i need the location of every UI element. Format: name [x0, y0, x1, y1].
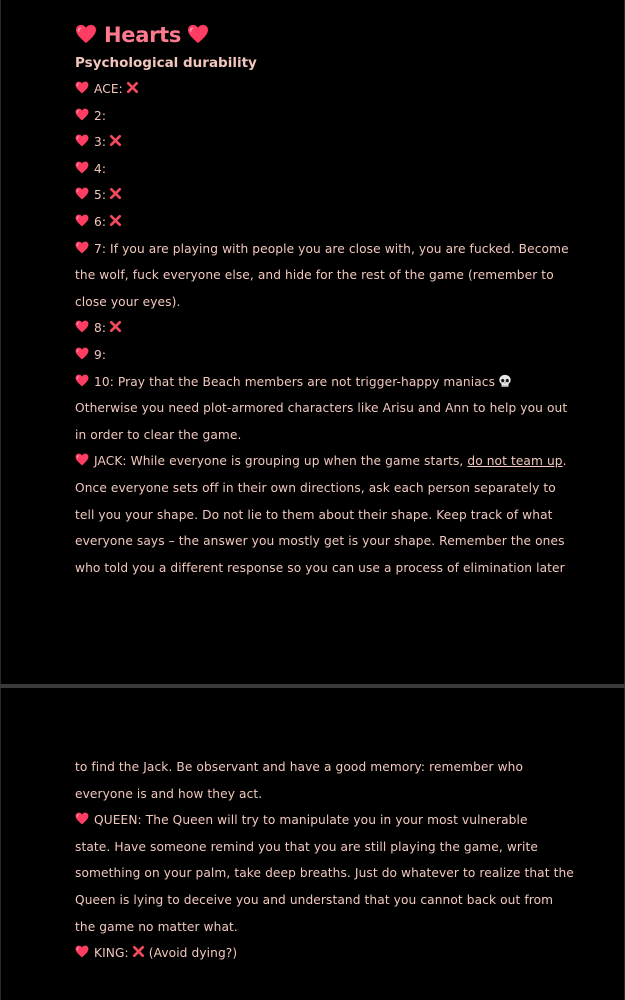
heart-icon	[75, 108, 89, 121]
list-item-jack-line-2: Once everyone sets off in their own directions, ask each person separately to	[75, 480, 556, 495]
list-item-jack-line-5: who told you a different response so you can use a process of elimination later	[75, 560, 565, 575]
title-text: Hearts	[104, 23, 182, 47]
cross-mark-icon	[132, 945, 145, 958]
heart-icon	[75, 214, 89, 227]
list-item-8	[75, 315, 565, 342]
cross-mark-icon	[109, 134, 122, 147]
list-item-10-line-3: in order to clear the game.	[75, 427, 242, 442]
item-label: 8:	[94, 321, 107, 336]
list-item-jack-line-4: everyone says – the answer you mostly get is your shape. Remember the ones	[75, 534, 565, 549]
page-1-content	[75, 18, 569, 581]
list-item-3	[75, 129, 565, 156]
list-item-queen-line-4: Queen is lying to deceive you and understand that you cannot back out from	[75, 892, 554, 907]
paragraph-text: QUEEN: The Queen will try to manipulate you in your most vulnerable	[94, 813, 528, 828]
page-2	[0, 688, 625, 1000]
heart-icon	[75, 374, 89, 387]
cross-mark-icon	[109, 187, 122, 200]
heart-icon	[187, 24, 209, 44]
underlined-text: do not team up	[467, 454, 563, 469]
section-title	[75, 18, 565, 52]
heart-icon	[75, 241, 89, 254]
list-item-queen-line-3: something on your palm, take deep breaths. Just do whatever to realize that the	[75, 866, 574, 881]
list-item-jack-line-3: tell you your shape. Do not lie to them about their shape. Keep track of what	[75, 507, 553, 522]
list-item-queen-line-1	[75, 807, 565, 834]
jack-continued-line-2: everyone is and how they act.	[75, 786, 263, 801]
heart-icon	[75, 453, 89, 466]
item-label: ACE:	[94, 82, 123, 96]
skull-icon	[498, 374, 512, 388]
list-item-7-line-3: close your eyes).	[75, 294, 181, 309]
paragraph-text: 10: Pray that the Beach members are not trigger-happy maniacs	[94, 374, 496, 389]
heart-icon	[75, 347, 89, 360]
heart-icon	[75, 320, 89, 333]
list-item-5	[75, 182, 565, 209]
heart-icon	[75, 81, 89, 94]
paragraph-text: 7: If you are playing with people you are close with, you are fucked. Become	[94, 241, 569, 256]
cross-mark-icon	[109, 320, 122, 333]
item-label: 9:	[94, 347, 107, 362]
jack-continued-line-1: to find the Jack. Be observant and have a good memory: remember who	[75, 760, 524, 774]
section-subtitle: Psychological durability	[75, 55, 257, 71]
cross-mark-icon	[126, 81, 139, 94]
list-item-queen-line-5: the game no matter what.	[75, 919, 238, 934]
list-item-9	[75, 342, 565, 369]
list-item-10-line-2: Otherwise you need plot-armored characters like Arisu and Ann to help you out	[75, 401, 568, 416]
item-label: KING:	[94, 946, 129, 961]
heart-icon	[75, 945, 89, 958]
item-label: 5:	[94, 188, 107, 203]
list-item-4	[75, 156, 565, 183]
paragraph-text: JACK: While everyone is grouping up when the game starts,	[94, 454, 468, 469]
list-item-10-line-1	[75, 369, 565, 396]
item-label: 6:	[94, 214, 107, 229]
list-item-7-line-2: the wolf, fuck everyone else, and hide for the rest of the game (remember to	[75, 268, 554, 283]
heart-icon	[75, 812, 89, 825]
item-label: 2:	[94, 108, 107, 123]
paragraph-text: .	[562, 454, 567, 469]
king-note: (Avoid dying?)	[148, 946, 238, 961]
list-item-ace	[75, 76, 565, 103]
list-item-king	[75, 940, 565, 967]
cross-mark-icon	[109, 214, 122, 227]
list-item-queen-line-2: state. Have someone remind you that you are still playing the game, write	[75, 839, 538, 854]
page-2-content	[75, 754, 574, 967]
list-item-7-line-1	[75, 236, 569, 263]
heart-icon	[75, 161, 89, 174]
heart-icon	[75, 24, 97, 44]
list-item-jack-line-1	[75, 448, 565, 475]
heart-icon	[75, 187, 89, 200]
list-item-2	[75, 103, 565, 130]
item-label: 4:	[94, 161, 107, 176]
item-label: 3:	[94, 135, 107, 150]
heart-icon	[75, 134, 89, 147]
list-item-6	[75, 209, 565, 236]
